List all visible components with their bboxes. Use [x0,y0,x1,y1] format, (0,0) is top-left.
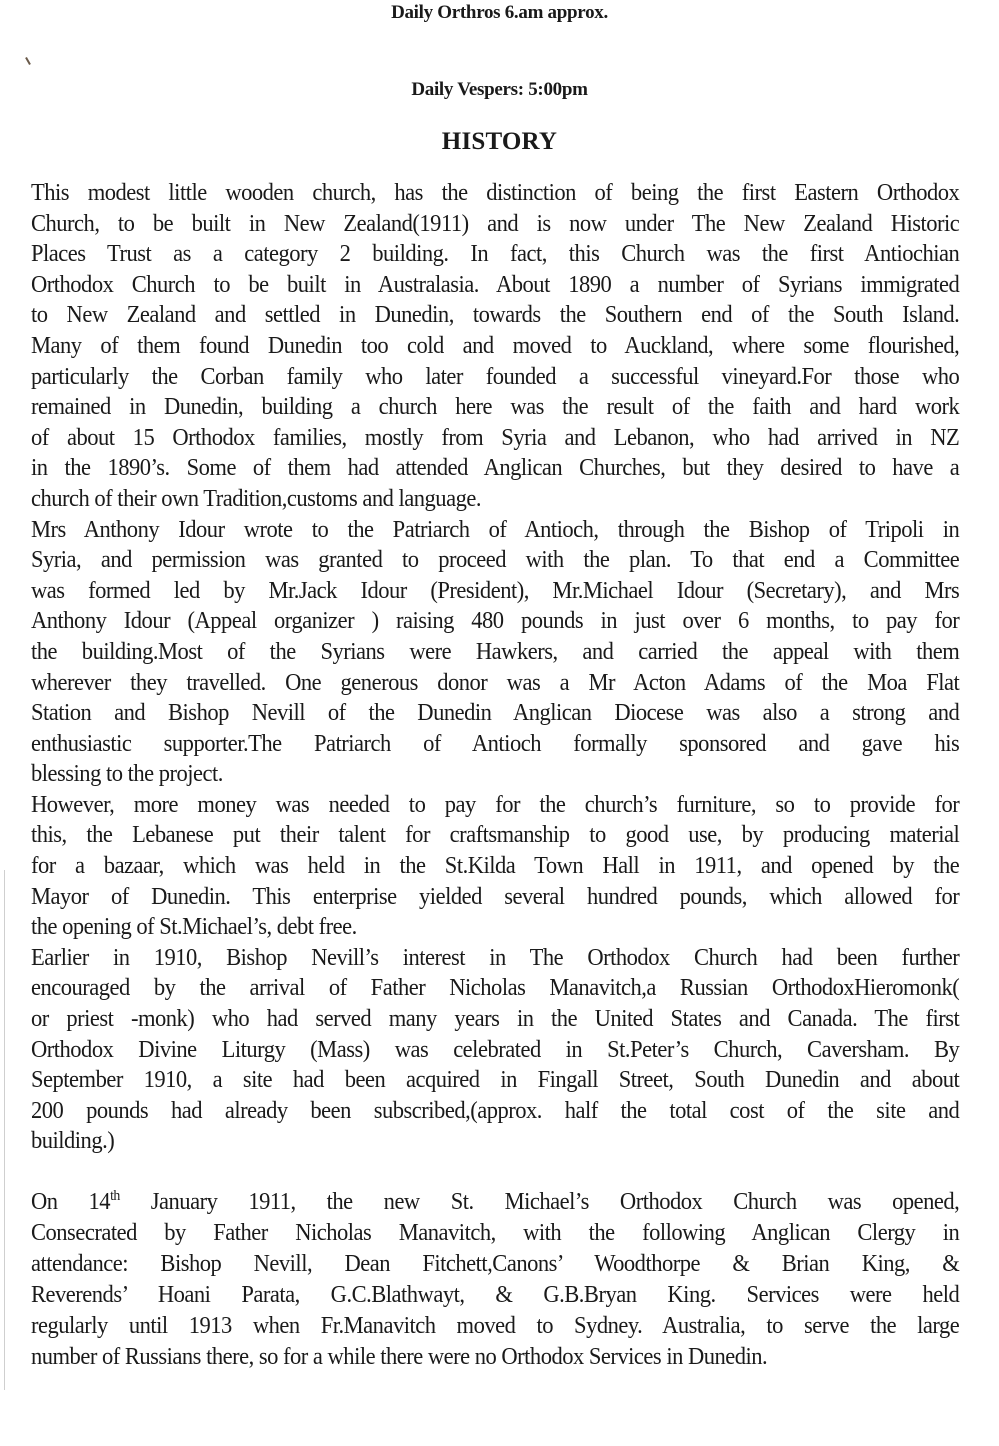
text-line: this, the Lebanese put their talent for craftsmanship to good use, by producing material [31,821,960,849]
text-line: Church, to be built in New Zealand(1911) and is now under The New Zealand Historic [31,209,960,237]
text-line: Many of them found Dunedin too cold and moved to Auckland, where some flourished, [31,331,960,359]
paragraph-early-1910 [31,943,959,1157]
text-line: Syria, and permission was granted to proceed with the plan. To that end a Committee [31,546,960,574]
text-line: September 1910, a site had been acquired in Fingall Street, South Dunedin and about [31,1066,960,1094]
text-line: of about 15 Orthodox families, mostly from Syria and Lebanon, who had arrived in NZ [31,423,960,451]
text-line: 200 pounds had already been subscribed,(approx. half the total cost of the site and [31,1096,960,1124]
ordinal-superscript: th [110,1187,120,1204]
text-line [31,1186,959,1217]
text-line: encouraged by the arrival of Father Nicholas Manavitch,a Russian OrthodoxHieromonk( [31,974,960,1002]
text-line: enthusiastic supporter.The Patriarch of Antioch formally sponsored and gave his [31,729,960,757]
text-line: or priest -monk) who had served many years in the United States and Canada. The first [31,1005,960,1033]
text-line: Earlier in 1910, Bishop Nevill’s interest in The Orthodox Church had been further [31,943,960,971]
text-line: in the 1890’s. Some of them had attended Anglican Churches, but they desired to have a [31,454,960,482]
history-body [31,178,959,1372]
orthros-schedule: Daily Orthros 6.am approx. [391,2,608,23]
text-line: This modest little wooden church, has the distinction of being the first Eastern Orthodox [31,179,960,206]
text-line: Orthodox Divine Liturgy (Mass) was celebrated in St.Peter’s Church, Caversham. By [31,1035,960,1063]
text-line: Orthodox Church to be built in Australasia. About 1890 a number of Syrians immigrated [31,270,960,298]
text-line: number of Russians there, so for a while there were no Orthodox Services in Dunedin. [31,1343,768,1370]
paragraph-origins [31,178,959,515]
text-line: church of their own Tradition,customs and language. [31,484,481,512]
text-span: January 1911, the new St. Michael’s Orthodox Church was opened, [119,1188,960,1215]
text-line: the opening of St.Michael’s, debt free. [31,913,357,941]
text-line: remained in Dunedin, building a church here was the result of the faith and hard work [31,393,960,421]
vespers-schedule: Daily Vespers: 5:00pm [411,79,588,100]
scan-margin-line [4,870,5,1390]
text-line: wherever they travelled. One generous donor was a Mr Acton Adams of the Moa Flat [31,668,960,696]
text-line: for a bazaar, which was held in the St.Kilda Town Hall in 1911, and opened by the [31,852,960,880]
text-line: was formed led by Mr.Jack Idour (President), Mr.Michael Idour (Secretary), and Mrs [31,576,960,604]
text-line: Mrs Anthony Idour wrote to the Patriarch of Antioch, through the Bishop of Tripoli in [31,515,960,543]
text-line: However, more money was needed to pay for the church’s furniture, so to provide for [31,790,960,818]
paragraph-opening-1911 [31,1186,959,1372]
paragraph-bazaar [31,790,959,943]
text-line: Reverends’ Hoani Parata, G.C.Blathwayt, & G.B.Bryan King. Services were held [31,1281,960,1308]
text-line: attendance: Bishop Nevill, Dean Fitchett,Canons’ Woodthorpe & Brian King, & [31,1250,960,1277]
text-line: building.) [31,1127,115,1155]
paragraph-gap [31,1157,959,1182]
text-line: Consecrated by Father Nicholas Manavitch, with the following Anglican Clergy in [31,1219,960,1246]
text-line: particularly the Corban family who later founded a successful vineyard.For those who [31,362,960,390]
text-line: Station and Bishop Nevill of the Dunedin Anglican Diocese was also a strong and [31,699,960,727]
text-line: regularly until 1913 when Fr.Manavitch moved to Sydney. Australia, to serve the large [31,1312,960,1339]
paragraph-committee [31,515,959,790]
text-line: Mayor of Dunedin. This enterprise yielded several hundred pounds, which allowed for [31,882,960,910]
page-title: HISTORY [441,128,558,155]
text-line: the building.Most of the Syrians were Hawkers, and carried the appeal with them [31,637,960,665]
text-span: On 14 [31,1188,111,1215]
text-line: to New Zealand and settled in Dunedin, towards the Southern end of the South Island. [31,301,960,329]
text-line: Anthony Idour (Appeal organizer ) raising 480 pounds in just over 6 months, to pay for [31,607,960,635]
text-line: blessing to the project. [31,760,223,788]
text-line: Places Trust as a category 2 building. In fact, this Church was the first Antiochian [31,240,960,268]
scan-speck [25,57,31,65]
